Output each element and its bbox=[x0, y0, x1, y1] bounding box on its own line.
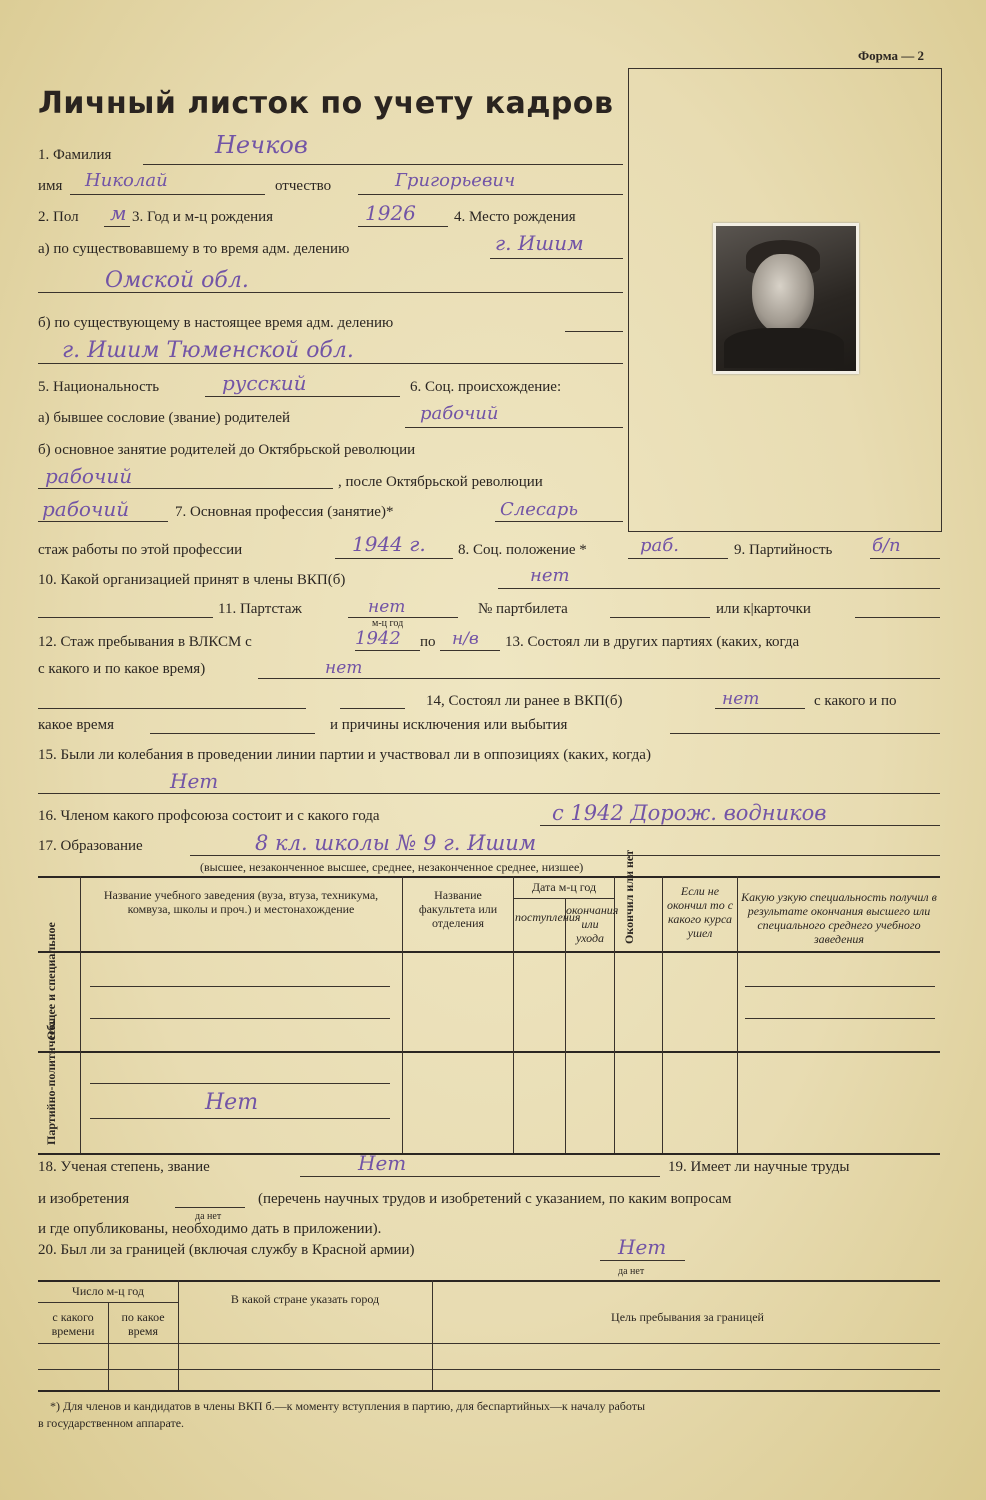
edu-col-institution: Название учебного заведения (вуза, втуза, техникума, комвуза, школы и проч.) и местонахождение bbox=[103, 888, 379, 916]
value-sex: м bbox=[110, 201, 127, 225]
footnote-line2: в государственном аппарате. bbox=[38, 1416, 185, 1430]
label-birth: 3. Год и м-ц рождения bbox=[132, 209, 274, 225]
label-yes-no: да нет bbox=[195, 1211, 222, 1222]
label-surname: 1. Фамилия bbox=[38, 147, 112, 163]
form-title: Личный листок по учету кадров bbox=[38, 86, 614, 121]
label-parents-before: б) основное занятие родителей до Октябрьской революции bbox=[38, 442, 416, 458]
value-degree: Нет bbox=[358, 1151, 407, 1175]
edu-col-date: Дата м-ц год bbox=[531, 880, 597, 894]
label-org: 10. Какой организацией принят в члены ВКП(б) bbox=[38, 572, 346, 588]
value-parents-before: рабочий bbox=[45, 464, 133, 488]
label-parents-after: , после Октябрьской революции bbox=[338, 474, 543, 490]
value-union: с 1942 Дорож. водников bbox=[552, 801, 827, 825]
portrait-photo bbox=[713, 223, 859, 374]
value-vkp-before: нет bbox=[722, 689, 760, 709]
label-birthplace: 4. Место рождения bbox=[454, 209, 576, 225]
label-partstazh: 11. Партстаж bbox=[218, 601, 302, 617]
value-other-parties: нет bbox=[325, 658, 363, 678]
value-birthplace-a: г. Ишим bbox=[495, 231, 584, 255]
value-partstazh: нет bbox=[368, 597, 406, 617]
edu-col-course: Если не окончил то с какого курса ушел bbox=[666, 884, 734, 940]
label-other-parties-time: с какого и по какое время) bbox=[38, 661, 206, 677]
label-nationality: 5. Национальность bbox=[38, 379, 160, 395]
abroad-col-to: по какое время bbox=[121, 1310, 165, 1338]
label-patronymic: отчество bbox=[275, 178, 332, 194]
label-exclusion: и причины исключения или выбытия bbox=[330, 717, 568, 733]
value-surname: Нечков bbox=[215, 131, 308, 159]
edu-col-finished: Окончил или нет bbox=[622, 849, 636, 944]
label-vkp-time: какое время bbox=[38, 717, 114, 733]
label-birthplace-a: а) по существовавшему в то время адм. делению bbox=[38, 241, 350, 257]
value-abroad: Нет bbox=[618, 1235, 667, 1259]
value-profession: Слесарь bbox=[500, 499, 579, 520]
form-label: Форма — 2 bbox=[858, 48, 924, 63]
label-yes-no-2: да нет bbox=[618, 1266, 645, 1277]
label-oppositions: 15. Были ли колебания в проведении линии партии и участвовал ли в оппозициях (каких, когда) bbox=[38, 747, 651, 763]
footnote-line1: *) Для членов и кандидатов в члены ВКП б.—к моменту вступления в партию, для беспартийных—к началу работы bbox=[50, 1399, 646, 1413]
label-degree: 18. Ученая степень, звание bbox=[38, 1159, 210, 1175]
label-partbilet: № партбилета bbox=[478, 601, 568, 617]
abroad-col-dates: Число м-ц год bbox=[72, 1284, 144, 1298]
label-birthplace-b: б) по существующему в настоящее время адм. делению bbox=[38, 315, 394, 331]
label-month-year: м-ц год bbox=[372, 618, 404, 629]
label-education: 17. Образование bbox=[38, 838, 143, 854]
value-org: нет bbox=[530, 565, 570, 586]
label-social-position: 8. Соц. положение * bbox=[458, 542, 587, 558]
abroad-col-country: В какой стране указать город bbox=[230, 1292, 380, 1306]
value-experience: 1944 г. bbox=[352, 532, 426, 556]
label-inventions: и изобретения bbox=[38, 1191, 130, 1207]
value-edu-table: Нет bbox=[205, 1090, 259, 1115]
label-works: 19. Имеет ли научные труды bbox=[668, 1159, 850, 1175]
value-parents-after: рабочий bbox=[42, 497, 130, 521]
abroad-col-from: с какого времени bbox=[51, 1310, 95, 1338]
value-birth-year: 1926 bbox=[365, 201, 416, 225]
label-vkp-before: 14, Состоял ли ранее в ВКП(б) bbox=[426, 693, 623, 709]
label-abroad: 20. Был ли за границей (включая службу в Красной армии) bbox=[38, 1242, 415, 1258]
edu-row-party: Партийно-политическ. bbox=[44, 1019, 58, 1145]
edu-col-specialty: Какую узкую специальность получил в результате окончания высшего или специального среднего учебного заведения bbox=[741, 890, 937, 946]
label-party: 9. Партийность bbox=[734, 542, 833, 558]
label-union: 16. Членом какого профсоюза состоит и с какого года bbox=[38, 808, 380, 824]
value-education: 8 кл. школы № 9 г. Ишим bbox=[255, 831, 537, 855]
value-birthplace-b: г. Ишим Тюменской обл. bbox=[62, 338, 354, 363]
label-social-origin: 6. Соц. происхождение: bbox=[410, 379, 562, 395]
label-komsomol: 12. Стаж пребывания в ВЛКСМ с bbox=[38, 634, 252, 650]
value-komsomol-to: н/в bbox=[452, 629, 479, 649]
label-works-appendix: и где опубликованы, необходимо дать в приложении). bbox=[38, 1221, 382, 1237]
label-card: или к|карточки bbox=[716, 601, 811, 617]
value-social-position: раб. bbox=[640, 535, 679, 556]
label-education-levels: (высшее, незаконченное высшее, среднее, незаконченное среднее, низшее) bbox=[200, 860, 584, 874]
value-birthplace-a2: Омской обл. bbox=[105, 268, 249, 293]
value-nationality: русский bbox=[222, 371, 307, 395]
value-komsomol-from: 1942 bbox=[355, 628, 401, 649]
value-patronymic: Григорьевич bbox=[395, 170, 516, 191]
edu-row-general: Общее и специальное bbox=[44, 922, 58, 1040]
edu-col-faculty: Название факультета или отделения bbox=[418, 888, 498, 930]
label-experience: стаж работы по этой профессии bbox=[38, 542, 243, 558]
label-komsomol-to: по bbox=[420, 634, 436, 650]
abroad-col-purpose: Цель пребывания за границей bbox=[611, 1310, 764, 1324]
label-profession: 7. Основная профессия (занятие)* bbox=[175, 504, 394, 520]
label-estate: а) бывшее сословие (звание) родителей bbox=[38, 410, 291, 426]
value-party: б/п bbox=[872, 535, 901, 556]
edu-col-date-end: окончания или ухода bbox=[566, 903, 619, 945]
label-vkp-from: с какого и по bbox=[814, 693, 897, 709]
label-other-parties: 13. Состоял ли в других партиях (каких, когда bbox=[505, 634, 800, 650]
value-estate: рабочий bbox=[420, 403, 499, 424]
value-name: Николай bbox=[85, 170, 168, 191]
label-sex: 2. Пол bbox=[38, 209, 79, 225]
label-works-list: (перечень научных трудов и изобретений с указанием, по каким вопросам bbox=[258, 1191, 732, 1207]
label-name: имя bbox=[38, 178, 63, 194]
edu-col-date-start: поступления bbox=[515, 910, 581, 924]
value-oppositions: Нет bbox=[170, 769, 219, 793]
